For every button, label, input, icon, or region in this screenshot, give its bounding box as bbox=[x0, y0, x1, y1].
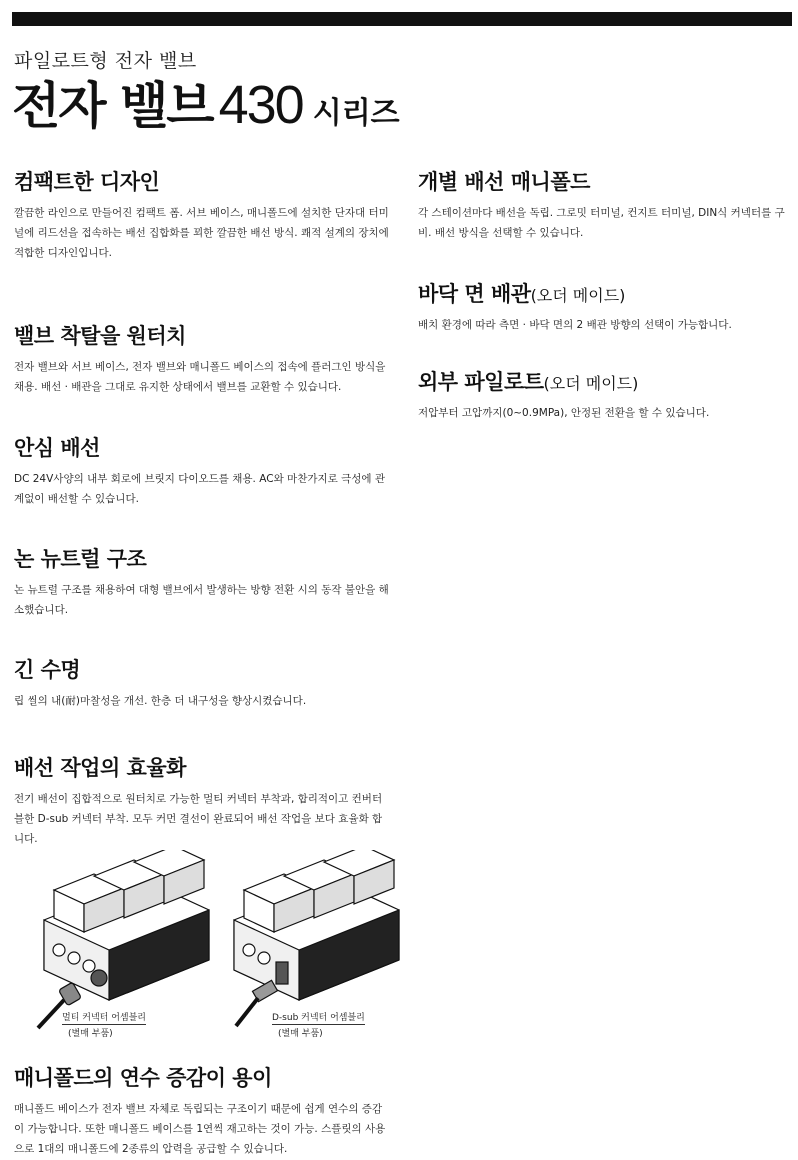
feature-safe-wiring bbox=[14, 432, 392, 509]
section-body: 각 스테이션마다 배선을 독립. 그로밋 터미널, 컨지트 터미널, DIN식 커넥터를 구비. 배선 방식을 선택할 수 있습니다. bbox=[418, 207, 785, 239]
section-body: 저압부터 고압까지(0~0.9MPa), 안정된 전환을 할 수 있습니다. bbox=[418, 407, 710, 419]
section-body: 전자 밸브와 서브 베이스, 전자 밸브와 매니폴드 베이스의 접속에 플러그인 방식을 채용. 배선 · 배관을 그대로 유지한 상태에서 밸브를 교환할 수 있습니다. bbox=[14, 361, 386, 393]
feature-non-neutral bbox=[14, 543, 392, 620]
section-body: 논 뉴트럴 구조를 채용하여 대형 밸브에서 발생하는 방향 전환 시의 동작 불안을 해소했습니다. bbox=[14, 584, 389, 616]
section-heading: 긴 수명 bbox=[14, 658, 81, 682]
section-heading: 바닥 면 배관(오더 메이드) bbox=[418, 282, 626, 306]
feature-bottom-piping bbox=[418, 278, 796, 335]
section-body: 립 씰의 내(耐)마찰성을 개선. 한층 더 내구성을 향상시켰습니다. bbox=[14, 695, 307, 707]
section-heading: 매니폴드의 연수 증감이 용이 bbox=[14, 1066, 272, 1090]
section-heading: 배선 작업의 효율화 bbox=[14, 756, 186, 780]
dsub-connector-caption: D-sub 커넥터 어셈블리 (별매 부품) bbox=[272, 1010, 365, 1039]
multi-connector-caption: 멀티 커넥터 어셈블리 (별매 부품) bbox=[62, 1010, 146, 1039]
top-rule bbox=[12, 12, 792, 26]
section-body: 배치 환경에 따라 측면 · 바닥 면의 2 배관 방향의 선택이 가능합니다. bbox=[418, 319, 732, 331]
section-body: 매니폴드 베이스가 전자 밸브 자체로 독립되는 구조이기 때문에 쉽게 연수의 증감이 가능합니다. 또한 매니폴드 베이스를 1연씩 재고하는 것이 가능. 스플릿의 사용으로 1대의 매니폴드에 2종류의 압력을 공급할 수 있습니다. bbox=[14, 1103, 386, 1155]
section-heading: 안심 배선 bbox=[14, 436, 100, 460]
section-body: 깔끔한 라인으로 만들어진 컴팩트 폼. 서브 베이스, 매니폴드에 설치한 단자대 터미널에 리드선을 접속하는 배선 집합화를 꾀한 깔끔한 배선 방식. 쾌적 설계의 장치에 적합한 디자인입니다. bbox=[14, 207, 389, 259]
title-main: 전자 밸브 bbox=[12, 77, 213, 135]
feature-long-life bbox=[14, 654, 392, 711]
title-series: 시리즈 bbox=[312, 96, 400, 131]
feature-wiring-efficiency bbox=[14, 752, 392, 849]
section-heading: 외부 파일로트(오더 메이드) bbox=[418, 370, 639, 394]
product-figures bbox=[14, 850, 404, 1040]
section-heading: 개별 배선 매니폴드 bbox=[418, 170, 590, 194]
feature-compact-design bbox=[14, 166, 392, 263]
section-heading: 논 뉴트럴 구조 bbox=[14, 547, 147, 571]
feature-manifold-expansion bbox=[14, 1062, 392, 1159]
feature-external-pilot bbox=[418, 366, 796, 423]
section-body: DC 24V사양의 내부 회로에 브릿지 다이오드를 채용. AC와 마찬가지로 극성에 관계없이 배선할 수 있습니다. bbox=[14, 473, 386, 505]
section-heading: 컴팩트한 디자인 bbox=[14, 170, 160, 194]
page-subtitle: 파일로트형 전자 밸브 bbox=[14, 50, 197, 72]
page-title bbox=[12, 75, 400, 135]
feature-individual-wiring bbox=[418, 166, 796, 243]
section-heading: 밸브 착탈을 원터치 bbox=[14, 324, 186, 348]
title-number: 430 bbox=[218, 75, 303, 135]
feature-one-touch bbox=[14, 320, 392, 397]
section-body: 전기 배선이 집합적으로 원터치로 가능한 멀티 커넥터 부착과, 합리적이고 컨버터블한 D-sub 커넥터 부착. 모두 커먼 결선이 완료되어 배선 작업을 보다 효율화 합니다. bbox=[14, 793, 383, 845]
